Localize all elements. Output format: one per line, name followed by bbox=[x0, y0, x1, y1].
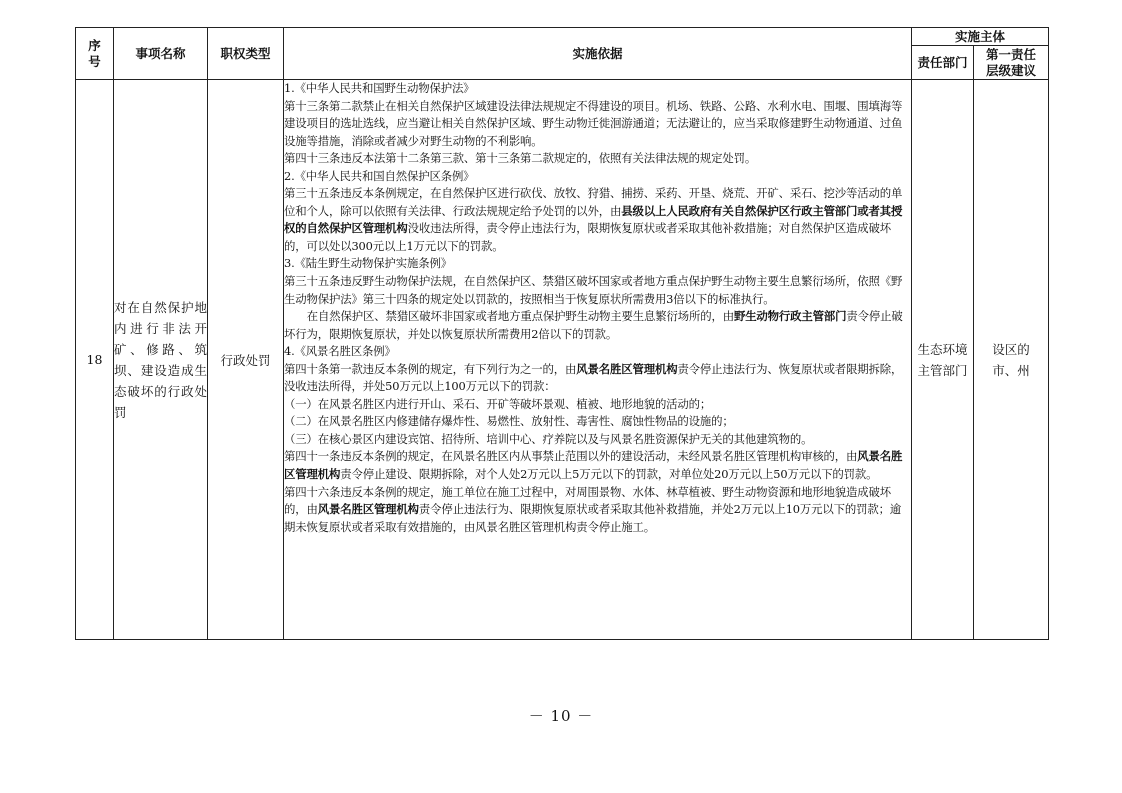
row-power-type: 行政处罚 bbox=[208, 80, 284, 640]
basis-list-item: （三）在核心景区内建设宾馆、招待所、培训中心、疗养院以及与风景名胜资源保护无关的其他建筑物的。 bbox=[284, 431, 813, 446]
row-basis bbox=[284, 80, 912, 640]
row-seq: 18 bbox=[76, 80, 114, 640]
basis-emphasis: 风景名胜区管理机构 bbox=[284, 449, 903, 482]
header-power-type: 职权类型 bbox=[208, 28, 284, 80]
row-item-name: 对在自然保护地内进行非法开矿、修路、筑坝、建设造成生态破坏的行政处罚 bbox=[114, 80, 208, 640]
header-basis: 实施依据 bbox=[284, 28, 912, 80]
power-list-table bbox=[75, 27, 1049, 640]
basis-emphasis: 风景名胜区管理机构 bbox=[317, 502, 419, 517]
basis-para: 第四十六条违反本条例的规定，施工单位在施工过程中，对周围景物、水体、林草植被、野生动物资源和地形地貌造成破坏的，由风景名胜区管理机构责令停止违法行为、限期恢复原状或者采取其他补救措施，并处2万元以上10万元以下的罚款；逾期未恢复原状或者采取有效措施的，由风景名胜区管理机构责令停止施工。 bbox=[284, 484, 902, 534]
basis-para: 在自然保护区、禁猎区破坏非国家或者地方重点保护野生动物主要生息繁衍场所的，由野生动物行政主管部门责令停止破坏行为，限期恢复原状，并处以恢复原状所需费用2倍以下的罚款。 bbox=[284, 309, 903, 341]
basis-para: 第四十条第一款违反本条例的规定，有下列行为之一的，由风景名胜区管理机构责令停止违法行为、恢复原状或者限期拆除，没收违法所得，并处50万元以上100万元以下的罚款： bbox=[284, 361, 903, 394]
basis-para: 第四十三条违反本法第十二条第三款、第十三条第二款规定的，依照有关法律法规的规定处罚。 bbox=[284, 151, 757, 166]
basis-list-item: （一）在风景名胜区内进行开山、采石、开矿等破坏景观、植被、地形地貌的活动的； bbox=[284, 396, 712, 411]
basis-law-3-title: 3.《陆生野生动物保护实施条例》 bbox=[284, 256, 452, 271]
header-first-level: 第一责任层级建议 bbox=[974, 46, 1049, 80]
basis-emphasis: 县级以上人民政府有关自然保护区行政主管部门或者其授权的自然保护区管理机构 bbox=[284, 203, 903, 236]
basis-law-1-title: 1.《中华人民共和国野生动物保护法》 bbox=[284, 81, 475, 95]
basis-para: 第三十五条违反野生动物保护法规，在自然保护区、禁猎区破坏国家或者地方重点保护野生动物主要生息繁衍场所，依照《野生动物保护法》第三十四条的规定处以罚款的，按照相当于恢复原状所需费用3倍以下的标准执行。 bbox=[284, 274, 903, 306]
header-resp-dept: 责任部门 bbox=[912, 46, 974, 80]
page-number: － 10 － bbox=[528, 707, 594, 725]
basis-emphasis: 风景名胜区管理机构 bbox=[576, 361, 678, 376]
header-seq: 序号 bbox=[76, 28, 114, 80]
basis-law-2-title: 2.《中华人民共和国自然保护区条例》 bbox=[284, 168, 475, 183]
header-impl-subject: 实施主体 bbox=[912, 28, 1049, 46]
basis-list-item: （二）在风景名胜区内修建储存爆炸性、易燃性、放射性、毒害性、腐蚀性物品的设施的； bbox=[284, 414, 734, 429]
basis-emphasis: 野生动物行政主管部门 bbox=[733, 309, 847, 324]
table-row bbox=[76, 80, 1049, 640]
row-first-level: 设区的市、州 bbox=[974, 80, 1049, 640]
basis-para: 第十三条第二款禁止在相关自然保护区域建设法律法规规定不得建设的项目。机场、铁路、公路、水利水电、围堰、围填海等建设项目的选址选线，应当避让相关自然保护区域、野生动物迁徙洄游通道；无法避让的，应当采取修建野生动物通道、过鱼设施等措施，消除或者减少对野生动物的不利影响。 bbox=[284, 98, 903, 148]
header-item-name: 事项名称 bbox=[114, 28, 208, 80]
basis-para: 第四十一条违反本条例的规定，在风景名胜区内从事禁止范围以外的建设活动，未经风景名胜区管理机构审核的，由风景名胜区管理机构责令停止建设、限期拆除，对个人处2万元以上5万元以下的罚款，对单位处20万元以上50万元以下的罚款。 bbox=[284, 449, 903, 482]
basis-para: 第三十五条违反本条例规定，在自然保护区进行砍伐、放牧、狩猎、捕捞、采药、开垦、烧荒、开矿、采石、挖沙等活动的单位和个人，除可以依照有关法律、行政法规规定给予处罚的以外，由县级以上人民政府有关自然保护区行政主管部门或者其授权的自然保护区管理机构没收违法所得，责令停止违法行为，限期恢复原状或者采取其他补救措施；对自然保护区造成破坏的，可以处以300元以上1万元以下的罚款。 bbox=[284, 186, 903, 253]
row-resp-dept: 生态环境主管部门 bbox=[912, 80, 974, 640]
basis-law-4-title: 4.《风景名胜区条例》 bbox=[284, 344, 396, 359]
